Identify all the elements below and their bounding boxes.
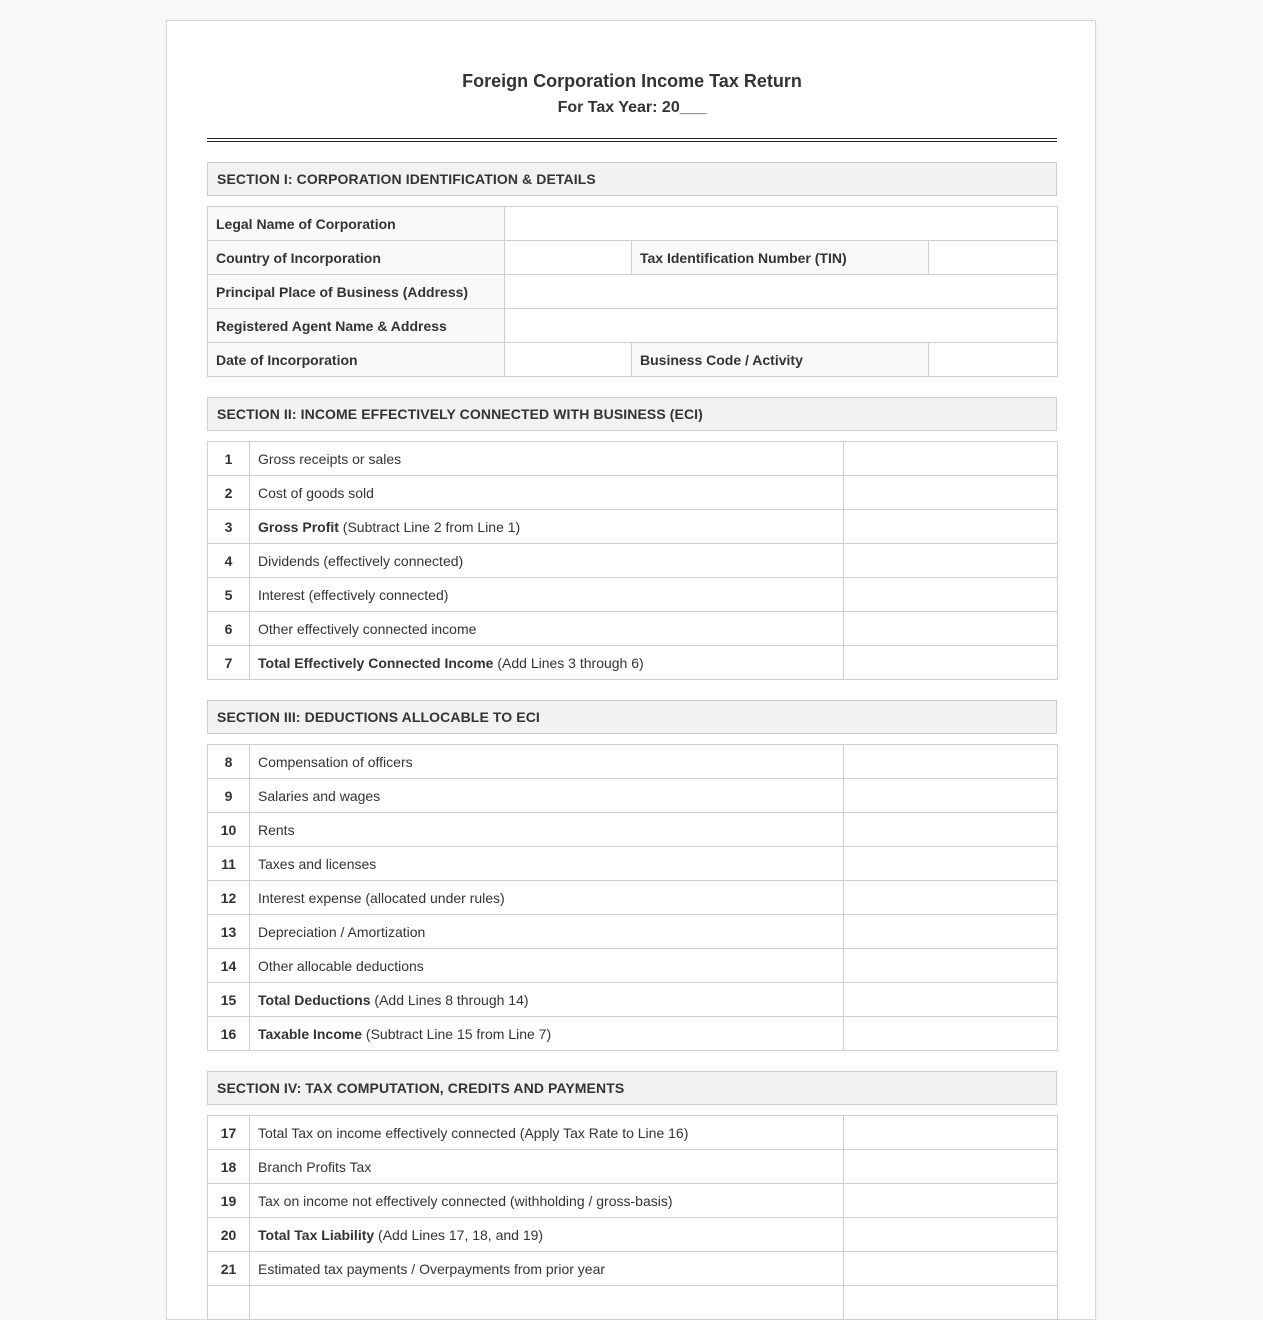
label-tin: Tax Identification Number (TIN) (632, 241, 929, 275)
line-number: 6 (208, 612, 250, 646)
line-number: 11 (208, 847, 250, 881)
line-description-text: Salaries and wages (258, 787, 381, 804)
line-number: 21 (208, 1252, 250, 1286)
line-row (208, 779, 1058, 813)
line-amount-field[interactable] (844, 949, 1058, 983)
section-2-header: SECTION II: INCOME EFFECTIVELY CONNECTED WITH BUSINESS (ECI) (207, 397, 1057, 431)
label-registered-agent: Registered Agent Name & Address (208, 309, 505, 343)
line-amount-field[interactable] (844, 1150, 1058, 1184)
line-row (208, 510, 1058, 544)
section-4-header: SECTION IV: TAX COMPUTATION, CREDITS AND PAYMENTS (207, 1071, 1057, 1105)
line-description-bold: Taxable Income (258, 1025, 363, 1042)
eci-income-table (207, 441, 1058, 680)
line-description-text: Tax on income not effectively connected (withholding / gross-basis) (258, 1192, 673, 1209)
line-row (208, 847, 1058, 881)
line-amount-field[interactable] (844, 915, 1058, 949)
line-description-text: Dividends (effectively connected) (258, 552, 464, 569)
line-description (250, 983, 844, 1017)
line-number: 1 (208, 442, 250, 476)
line-description (250, 1116, 844, 1150)
line-description (250, 1184, 844, 1218)
line-row (208, 1218, 1058, 1252)
line-description (250, 646, 844, 680)
line-description-text: Compensation of officers (258, 753, 413, 770)
line-number (208, 1286, 250, 1320)
line-number: 8 (208, 745, 250, 779)
line-description (250, 1017, 844, 1051)
line-row (208, 1252, 1058, 1286)
line-row (208, 612, 1058, 646)
label-date-of-incorporation: Date of Incorporation (208, 343, 505, 377)
line-description-text: Cost of goods sold (258, 484, 374, 501)
line-description-text: Taxes and licenses (258, 855, 377, 872)
line-description-text: Other allocable deductions (258, 957, 424, 974)
field-legal-name[interactable] (505, 207, 1058, 241)
id-row-principal-place (208, 275, 1058, 309)
line-amount-field[interactable] (844, 578, 1058, 612)
form-page (166, 20, 1096, 1320)
line-number: 10 (208, 813, 250, 847)
line-description (250, 612, 844, 646)
label-business-code: Business Code / Activity (632, 343, 929, 377)
line-description-text: (Add Lines 8 through 14) (370, 991, 529, 1008)
line-description (250, 476, 844, 510)
id-row-registered-agent (208, 309, 1058, 343)
line-amount-field[interactable] (844, 847, 1058, 881)
line-amount-field[interactable] (844, 646, 1058, 680)
label-country-of-incorporation: Country of Incorporation (208, 241, 505, 275)
section-1-header: SECTION I: CORPORATION IDENTIFICATION & DETAILS (207, 162, 1057, 196)
line-description-text: Rents (258, 821, 295, 838)
line-description-text: Other effectively connected income (258, 620, 477, 637)
line-number: 18 (208, 1150, 250, 1184)
line-amount-field[interactable] (844, 813, 1058, 847)
field-business-code[interactable] (929, 343, 1058, 377)
line-description (250, 881, 844, 915)
line-number: 19 (208, 1184, 250, 1218)
line-number: 2 (208, 476, 250, 510)
field-country-of-incorporation[interactable] (505, 241, 632, 275)
line-description (250, 779, 844, 813)
line-row (208, 983, 1058, 1017)
field-principal-place[interactable] (505, 275, 1058, 309)
line-description-text: Interest (effectively connected) (258, 586, 449, 603)
line-description (250, 847, 844, 881)
line-number: 3 (208, 510, 250, 544)
line-description (250, 1286, 844, 1320)
line-row (208, 1116, 1058, 1150)
line-amount-field[interactable] (844, 1116, 1058, 1150)
line-number: 13 (208, 915, 250, 949)
line-amount-field[interactable] (844, 1286, 1058, 1320)
line-description-text: (Subtract Line 2 from Line 1) (338, 518, 521, 535)
line-description-text: Total Tax on income effectively connected (Apply Tax Rate to Line 16) (258, 1124, 689, 1141)
line-description (250, 510, 844, 544)
line-description (250, 544, 844, 578)
line-description-bold: Gross Profit (258, 518, 339, 535)
line-description-text: Gross receipts or sales (258, 450, 402, 467)
line-description (250, 1252, 844, 1286)
line-row (208, 949, 1058, 983)
line-amount-field[interactable] (844, 881, 1058, 915)
line-amount-field[interactable] (844, 1252, 1058, 1286)
line-amount-field[interactable] (844, 983, 1058, 1017)
identification-table (207, 206, 1058, 377)
field-registered-agent[interactable] (505, 309, 1058, 343)
line-number: 5 (208, 578, 250, 612)
line-description-text: (Add Lines 17, 18, and 19) (374, 1226, 544, 1243)
line-row (208, 745, 1058, 779)
id-row-country (208, 241, 1058, 275)
line-row (208, 646, 1058, 680)
line-description (250, 915, 844, 949)
id-row-date-of-incorporation (208, 343, 1058, 377)
line-description (250, 813, 844, 847)
line-description-bold: Total Deductions (258, 991, 371, 1008)
line-row (208, 578, 1058, 612)
line-amount-field[interactable] (844, 1017, 1058, 1051)
line-row (208, 915, 1058, 949)
line-number: 17 (208, 1116, 250, 1150)
form-content (207, 21, 1057, 1320)
line-description-text: (Add Lines 3 through 6) (493, 654, 644, 671)
label-legal-name: Legal Name of Corporation (208, 207, 505, 241)
tax-computation-table (207, 1115, 1058, 1320)
line-description-text: (Subtract Line 15 from Line 7) (362, 1025, 552, 1042)
line-description-bold: Total Effectively Connected Income (258, 654, 494, 671)
line-amount-field[interactable] (844, 779, 1058, 813)
title-double-rule (207, 138, 1057, 142)
line-amount-field[interactable] (844, 1218, 1058, 1252)
line-number: 16 (208, 1017, 250, 1051)
line-row (208, 544, 1058, 578)
line-number: 7 (208, 646, 250, 680)
line-amount-field[interactable] (844, 745, 1058, 779)
page-title: Foreign Corporation Income Tax Return (462, 71, 802, 91)
line-amount-field[interactable] (844, 510, 1058, 544)
line-amount-field[interactable] (844, 476, 1058, 510)
line-amount-field[interactable] (844, 442, 1058, 476)
line-description-bold: Total Tax Liability (258, 1226, 375, 1243)
line-description (250, 1218, 844, 1252)
line-number: 12 (208, 881, 250, 915)
line-amount-field[interactable] (844, 1184, 1058, 1218)
label-principal-place: Principal Place of Business (Address) (208, 275, 505, 309)
id-row-legal-name (208, 207, 1058, 241)
line-row (208, 1017, 1058, 1051)
deductions-table (207, 744, 1058, 1051)
line-row (208, 442, 1058, 476)
line-description (250, 578, 844, 612)
line-number: 15 (208, 983, 250, 1017)
line-description (250, 442, 844, 476)
line-number: 20 (208, 1218, 250, 1252)
line-row (208, 1286, 1058, 1320)
line-amount-field[interactable] (844, 544, 1058, 578)
line-description (250, 1150, 844, 1184)
line-row (208, 1184, 1058, 1218)
line-description-text: Interest expense (allocated under rules) (258, 889, 505, 906)
line-row (208, 476, 1058, 510)
line-number: 4 (208, 544, 250, 578)
line-description-text: Estimated tax payments / Overpayments from prior year (258, 1260, 606, 1277)
line-row (208, 1150, 1058, 1184)
line-description-text: Branch Profits Tax (258, 1158, 372, 1175)
section-3-header: SECTION III: DEDUCTIONS ALLOCABLE TO ECI (207, 700, 1057, 734)
line-number: 14 (208, 949, 250, 983)
field-date-of-incorporation[interactable] (505, 343, 632, 377)
line-description (250, 745, 844, 779)
line-number: 9 (208, 779, 250, 813)
line-description-text: Depreciation / Amortization (258, 923, 426, 940)
line-amount-field[interactable] (844, 612, 1058, 646)
line-description (250, 949, 844, 983)
field-tin[interactable] (929, 241, 1058, 275)
line-row (208, 813, 1058, 847)
tax-year-subtitle: For Tax Year: 20___ (557, 99, 707, 116)
line-row (208, 881, 1058, 915)
